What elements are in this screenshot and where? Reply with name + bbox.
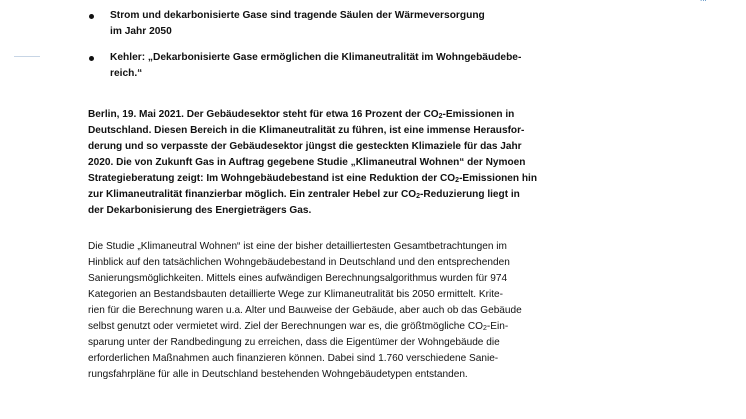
lead-line-5-text: Strategieberatung zeigt: Im Wohngebäudebestand ist eine Reduktion der CO xyxy=(88,173,456,184)
lead-line-1-text: Berlin, 19. Mai 2021. Der Gebäudesektor steht für etwa 16 Prozent der CO xyxy=(88,109,439,120)
co2-subscript: 2 xyxy=(416,193,421,200)
body-paragraph xyxy=(88,239,578,383)
lead-line-5-text-end: -Emissionen hin xyxy=(459,173,538,184)
header-fragment xyxy=(700,0,707,3)
body-line-1: Die Studie „Klimaneutral Wohnen“ ist eine der bisher detailliertesten Gesamtbetrachtungen im xyxy=(88,241,507,252)
key-point-1-line-2: im Jahr 2050 xyxy=(110,26,172,37)
co2-subscript: 2 xyxy=(455,177,460,184)
body-line-6-text-end: -Ein- xyxy=(486,321,509,332)
body-line-2: Hinblick auf den tatsächlichen Wohngebäudebestand in Deutschland und den entsprechenden xyxy=(88,257,510,268)
body-line-3: Sanierungsmöglichkeiten. Mittels eines aufwändigen Berechnungsalgorithmus wurden für 974 xyxy=(88,273,508,284)
margin-rule xyxy=(14,56,40,57)
key-point-2-line-2: reich.“ xyxy=(110,68,143,79)
co2-subscript: 2 xyxy=(438,113,443,120)
lead-line-7: der Dekarbonisierung des Energieträgers Gas. xyxy=(88,205,312,216)
key-point-2-line-1: Kehler: „Dekarbonisierte Gase ermöglichen die Klimaneutralität im Wohngebäudebe- xyxy=(110,52,522,63)
lead-line-3: derung und so verpasste der Gebäudesektor jüngst die gesteckten Klimaziele für das Jahr xyxy=(88,141,522,152)
lead-line-5 xyxy=(88,171,578,187)
key-point-1-line-1: Strom und dekarbonisierte Gase sind tragende Säulen der Wärmeversorgung xyxy=(110,10,485,21)
key-point-1 xyxy=(88,8,568,40)
key-points-list xyxy=(88,8,568,92)
lead-line-1 xyxy=(88,107,578,123)
lead-line-2: Deutschland. Diesen Bereich in die Klimaneutralität zu führen, ist eine immense Herausfor- xyxy=(88,125,525,136)
body-line-4: Kategorien an Bestandsbauten detaillierte Wege zur Klimaneutralität bis 2050 ermittelt. Krite- xyxy=(88,289,504,300)
lead-paragraph xyxy=(88,107,578,219)
body-line-8: erforderlichen Maßnahmen auch finanzieren können. Dabei sind 1.760 verschiedene Sanie- xyxy=(88,353,499,364)
lead-line-4: 2020. Die von Zukunft Gas in Auftrag gegebene Studie „Klimaneutral Wohnen“ der Nymoen xyxy=(88,157,526,168)
lead-line-6-text: zur Klimaneutralität finanzierbar möglich. Ein zentraler Hebel zur CO xyxy=(88,189,417,200)
lead-line-6-text-end: -Reduzierung liegt in xyxy=(420,189,520,200)
body-line-9: rungsfahrpläne für alle in Deutschland bestehenden Wohngebäudetypen entstanden. xyxy=(88,369,468,380)
key-point-2 xyxy=(88,50,568,82)
lead-line-1-text-end: -Emissionen in xyxy=(442,109,515,120)
bullet-dot-icon xyxy=(89,56,94,61)
body-line-5: rien für die Berechnung waren u.a. Alter und Bauweise der Gebäude, aber auch ob das Gebäude xyxy=(88,305,522,316)
body-line-6-text: selbst genutzt oder vermietet wird. Ziel der Berechnungen war es, die größtmögliche CO xyxy=(88,321,483,332)
body-line-6 xyxy=(88,319,578,335)
bullet-dot-icon xyxy=(89,14,94,19)
body-line-7: sparung unter der Randbedingung zu erreichen, dass die Eigentümer der Wohngebäude die xyxy=(88,337,500,348)
co2-subscript: 2 xyxy=(482,325,487,332)
lead-line-6 xyxy=(88,187,578,203)
